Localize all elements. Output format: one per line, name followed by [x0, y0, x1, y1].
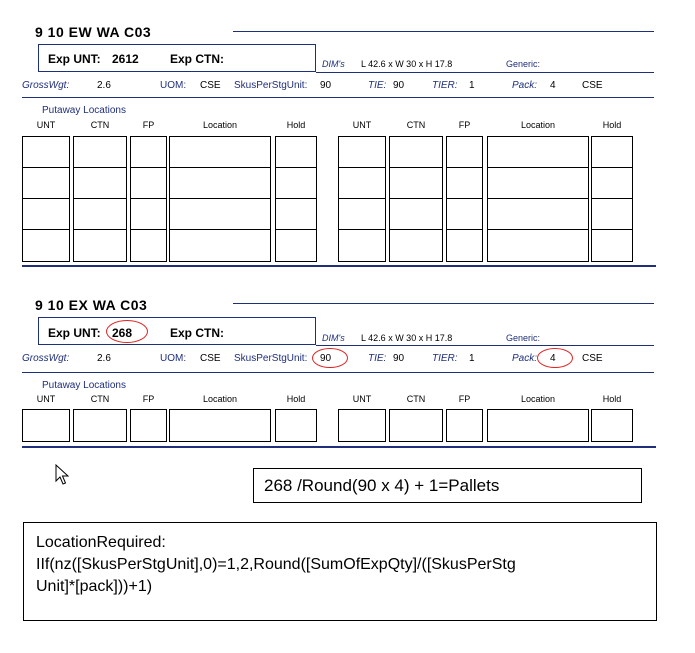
- section-1-bottom-rule: [22, 265, 656, 267]
- putaway-cell: [130, 136, 167, 169]
- section-2-exp-ctn-label: Exp CTN:: [170, 326, 224, 340]
- section-1-tie-label: TIE:: [368, 80, 387, 91]
- putaway-cell: [169, 198, 271, 231]
- section-1-skus-value: 90: [320, 80, 332, 91]
- section-1-putaway-label: Putaway Locations: [42, 105, 126, 116]
- putaway-cell: [169, 229, 271, 262]
- section-1-pack-label: Pack:: [512, 80, 538, 91]
- putaway-cell: [275, 167, 317, 200]
- section-2-gross-value: 2.6: [97, 353, 111, 364]
- section-2-dims-value: L 42.6 x W 30 x H 17.8: [361, 333, 453, 343]
- section-2-exp-unt-value: 268: [112, 326, 133, 340]
- pack-highlight-oval: [537, 348, 573, 368]
- section-1-exp-ctn-label: Exp CTN:: [170, 52, 224, 66]
- section-2-info-rule: [22, 372, 654, 373]
- section-2-pack-value: 4: [550, 353, 556, 364]
- col-header: Location: [202, 394, 238, 404]
- section-2-pack-label: Pack:: [512, 353, 538, 364]
- location-required-line-3: Unit]*[pack]))+1): [36, 578, 153, 595]
- putaway-cell: [169, 167, 271, 200]
- section-2-putaway-label: Putaway Locations: [42, 380, 126, 391]
- putaway-cell: [446, 229, 483, 262]
- section-1-tier-label: TIER:: [432, 80, 458, 91]
- col-header: FP: [142, 120, 155, 130]
- col-header: Location: [202, 120, 238, 130]
- section-2-tie-label: TIE:: [368, 353, 387, 364]
- putaway-cell: [338, 167, 386, 200]
- col-header: UNT: [352, 394, 372, 404]
- putaway-cell: [487, 167, 589, 200]
- section-2-tie-value: 90: [393, 353, 405, 364]
- col-header: CTN: [90, 120, 110, 130]
- putaway-cell: [446, 409, 483, 442]
- section-1-uom-label: UOM:: [160, 80, 187, 91]
- putaway-cell: [446, 136, 483, 169]
- col-header: Location: [520, 394, 556, 404]
- putaway-cell: [487, 409, 589, 442]
- putaway-cell: [338, 409, 386, 442]
- section-2-tier-value: 1: [469, 353, 475, 364]
- section-2-tier-label: TIER:: [432, 353, 458, 364]
- putaway-cell: [22, 136, 70, 169]
- putaway-cell: [487, 136, 589, 169]
- putaway-cell: [130, 229, 167, 262]
- putaway-cell: [389, 136, 443, 169]
- section-1-dims-value: L 42.6 x W 30 x H 17.8: [361, 59, 453, 69]
- putaway-cell: [338, 198, 386, 231]
- putaway-cell: [73, 198, 127, 231]
- putaway-cell: [338, 229, 386, 262]
- exp-unt-highlight-oval: [106, 320, 148, 343]
- putaway-cell: [591, 136, 633, 169]
- putaway-cell: [338, 136, 386, 169]
- section-1-pack-unit: CSE: [582, 80, 603, 91]
- location-required-line-2: IIf(nz([SkusPerStgUnit],0)=1,2,Round([SumOfExpQty]/([SkusPerStg: [36, 556, 516, 573]
- skus-highlight-oval: [312, 348, 348, 368]
- section-2-skus-label: SkusPerStgUnit:: [234, 353, 308, 364]
- putaway-cell: [275, 229, 317, 262]
- section-1-skus-label: SkusPerStgUnit:: [234, 80, 308, 91]
- putaway-cell: [73, 167, 127, 200]
- col-header: FP: [142, 394, 155, 404]
- col-header: UNT: [36, 394, 56, 404]
- section-2-bottom-rule: [22, 446, 656, 448]
- putaway-cell: [169, 409, 271, 442]
- putaway-cell: [446, 198, 483, 231]
- putaway-cell: [487, 229, 589, 262]
- col-header: Hold: [286, 120, 306, 130]
- putaway-cell: [22, 167, 70, 200]
- col-header: CTN: [90, 394, 110, 404]
- section-1-uom-value: CSE: [200, 80, 221, 91]
- section-2-generic-label: Generic:: [506, 333, 541, 343]
- putaway-cell: [130, 167, 167, 200]
- section-1-gross-value: 2.6: [97, 80, 111, 91]
- col-header: UNT: [36, 120, 56, 130]
- section-2-title-rule: [233, 303, 654, 304]
- col-header: CTN: [406, 120, 426, 130]
- putaway-cell: [389, 198, 443, 231]
- putaway-cell: [22, 229, 70, 262]
- putaway-cell: [169, 136, 271, 169]
- section-2-exp-rule: [316, 345, 654, 346]
- putaway-cell: [275, 198, 317, 231]
- section-2-exp-unt-label: Exp UNT:: [48, 326, 101, 340]
- section-1-generic-label: Generic:: [506, 59, 541, 69]
- col-header: Hold: [286, 394, 306, 404]
- putaway-cell: [446, 167, 483, 200]
- section-2-title: 9 10 EX WA C03: [35, 297, 148, 313]
- location-required-line-1: LocationRequired:: [36, 534, 166, 551]
- mouse-pointer-icon: [55, 464, 69, 486]
- putaway-cell: [130, 198, 167, 231]
- section-2-uom-label: UOM:: [160, 353, 187, 364]
- col-header: Location: [520, 120, 556, 130]
- putaway-cell: [389, 229, 443, 262]
- section-1-dims-label: DIM's: [322, 59, 345, 69]
- col-header: FP: [458, 120, 471, 130]
- putaway-cell: [591, 167, 633, 200]
- putaway-cell: [487, 198, 589, 231]
- section-2-skus-value: 90: [320, 353, 332, 364]
- section-1-exp-unt-label: Exp UNT:: [48, 52, 101, 66]
- section-1-info-rule: [22, 97, 654, 98]
- section-1-title-rule: [233, 31, 654, 32]
- col-header: Hold: [602, 120, 622, 130]
- section-1-tie-value: 90: [393, 80, 405, 91]
- col-header: Hold: [602, 394, 622, 404]
- putaway-cell: [73, 229, 127, 262]
- section-2-pack-unit: CSE: [582, 353, 603, 364]
- putaway-cell: [389, 409, 443, 442]
- putaway-cell: [130, 409, 167, 442]
- section-2-gross-label: GrossWgt:: [22, 353, 70, 364]
- putaway-cell: [73, 409, 127, 442]
- col-header: CTN: [406, 394, 426, 404]
- putaway-cell: [22, 409, 70, 442]
- section-1-tier-value: 1: [469, 80, 475, 91]
- putaway-cell: [591, 198, 633, 231]
- col-header: UNT: [352, 120, 372, 130]
- section-1-gross-label: GrossWgt:: [22, 80, 70, 91]
- section-1-title: 9 10 EW WA C03: [35, 24, 152, 40]
- putaway-cell: [591, 409, 633, 442]
- section-1-exp-rule: [316, 72, 654, 73]
- section-1-exp-unt-value: 2612: [112, 52, 139, 66]
- putaway-cell: [73, 136, 127, 169]
- putaway-cell: [22, 198, 70, 231]
- putaway-cell: [389, 167, 443, 200]
- section-2-uom-value: CSE: [200, 353, 221, 364]
- section-1-pack-value: 4: [550, 80, 556, 91]
- section-2-dims-label: DIM's: [322, 333, 345, 343]
- putaway-cell: [591, 229, 633, 262]
- pallet-formula-text: 268 /Round(90 x 4) + 1=Pallets: [264, 476, 500, 495]
- col-header: FP: [458, 394, 471, 404]
- putaway-cell: [275, 136, 317, 169]
- putaway-cell: [275, 409, 317, 442]
